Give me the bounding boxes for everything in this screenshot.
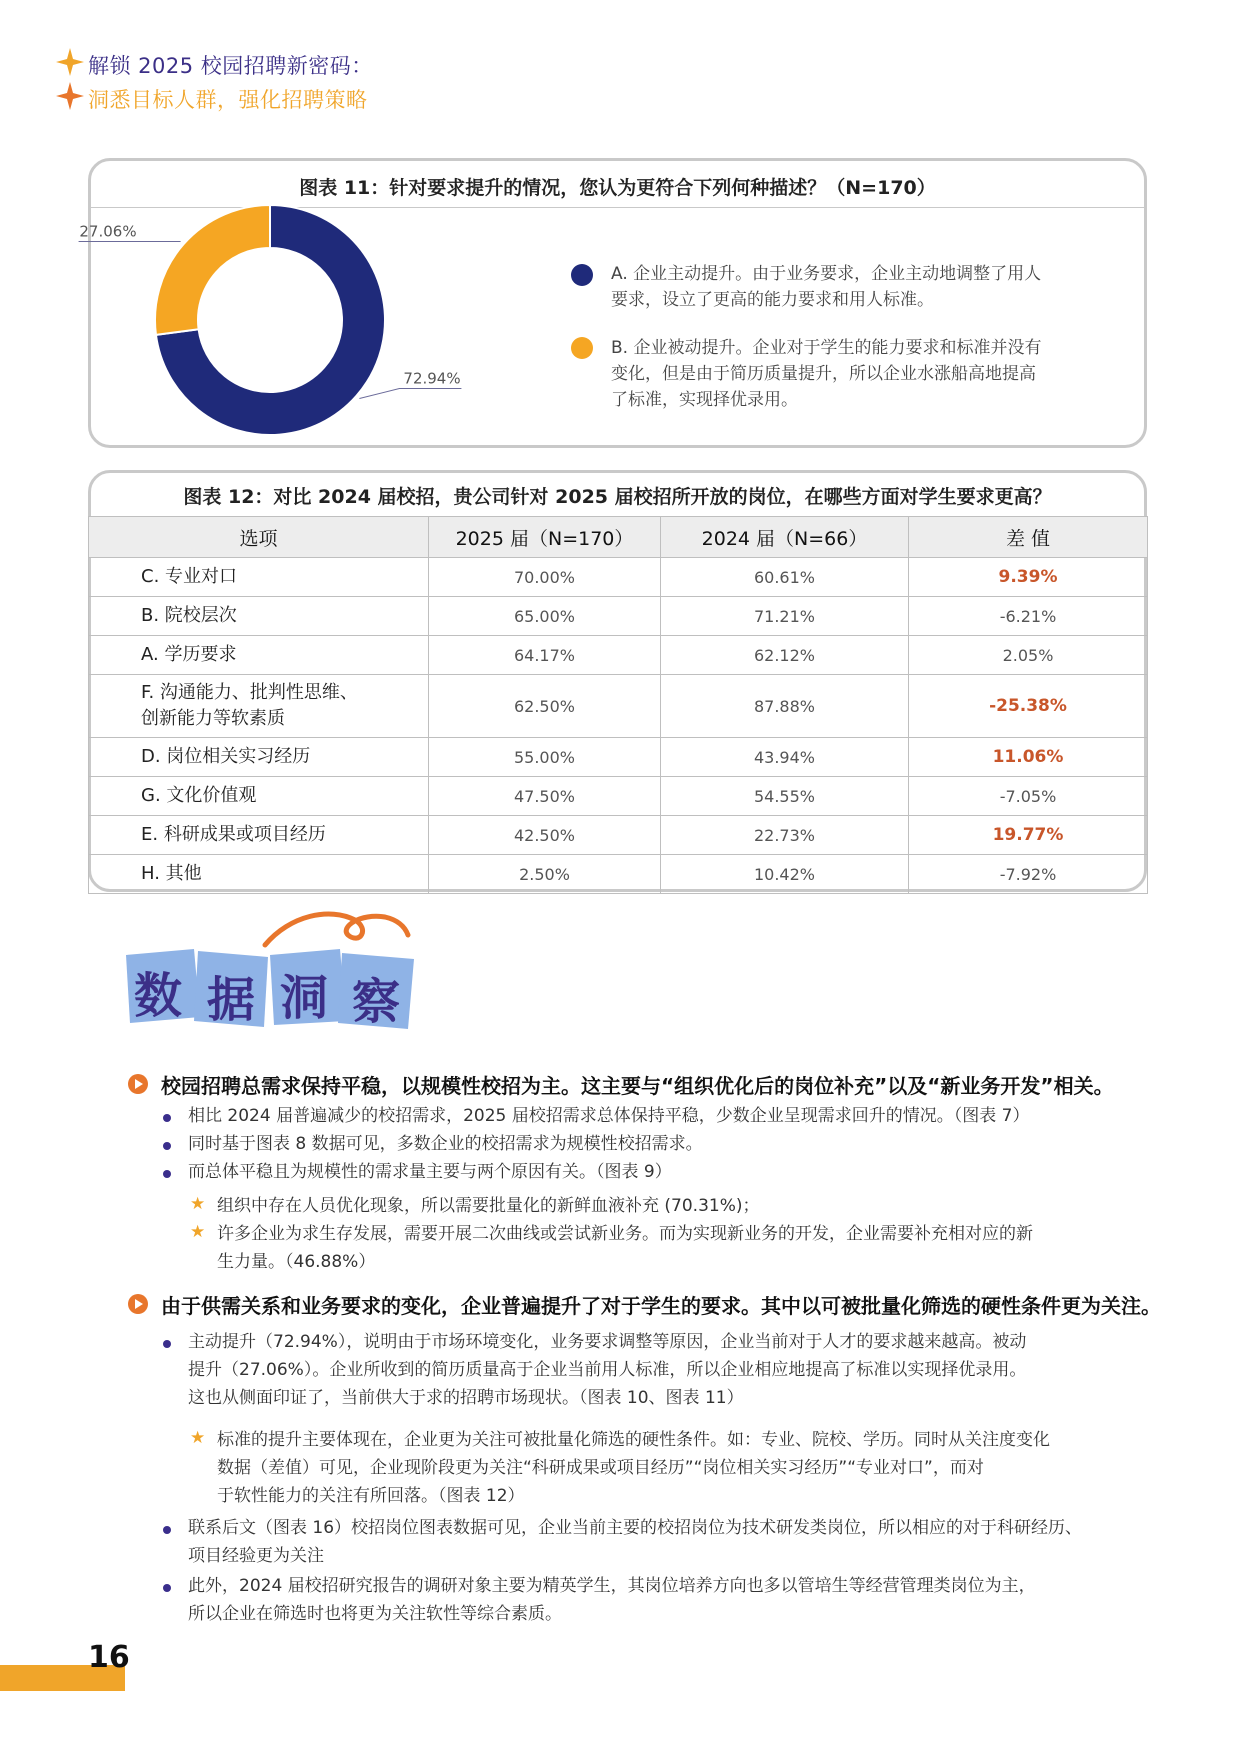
insight-char-2: 据 (207, 972, 256, 1028)
bullet-dot-icon (163, 1340, 171, 1348)
sparkle-purple-icon (56, 48, 84, 76)
table-cell: 64.17% (429, 636, 661, 675)
table-cell: B. 院校层次 (89, 597, 429, 636)
table-cell: 10.42% (661, 855, 909, 894)
section1-bullet3: 而总体平稳且为规模性的需求量主要与两个原因有关。（图表 9） (188, 1162, 672, 1182)
section2-bullet1-line1: 主动提升（72.94%），说明由于市场环境变化，业务要求调整等原因，企业当前对于人才的要求越来越高。被动 (188, 1332, 1027, 1352)
insight-title (120, 935, 420, 1045)
insight-char-4: 察 (352, 974, 401, 1030)
table-cell: 60.61% (661, 558, 909, 597)
table-cell: D. 岗位相关实习经历 (89, 738, 429, 777)
table-cell: 62.12% (661, 636, 909, 675)
table-cell: 62.50% (429, 675, 661, 738)
section1-sub2-line2: 生力量。（46.88%） (217, 1252, 376, 1272)
table-cell-highlight: 11.06% (909, 738, 1148, 777)
legend-b-dot (571, 337, 593, 359)
bullet-dot-icon (163, 1114, 171, 1122)
table-row (89, 855, 1148, 894)
table-header-option: 选项 (89, 517, 429, 558)
donut-label: 27.06% (79, 222, 137, 241)
table-cell: 43.94% (661, 738, 909, 777)
table12-title: 图表 12：对比 2024 届校招，贵公司针对 2025 届校招所开放的岗位，在哪些方面对学生要求更高？ (183, 486, 1052, 508)
star-icon: ★ (190, 1194, 206, 1214)
table-cell: 42.50% (429, 816, 661, 855)
table-cell: 55.00% (429, 738, 661, 777)
bullet-dot-icon (163, 1170, 171, 1178)
table-cell: E. 科研成果或项目经历 (89, 816, 429, 855)
table-cell: A. 学历要求 (89, 636, 429, 675)
chart11-title: 图表 11：针对要求提升的情况，您认为更符合下列何种描述？（N=170） (299, 177, 936, 199)
table-row (89, 777, 1148, 816)
table-cell-highlight: 9.39% (909, 558, 1148, 597)
table-cell: -7.92% (909, 855, 1148, 894)
insight-char-3: 洞 (280, 970, 329, 1026)
section1-bullet1: 相比 2024 届普遍减少的校招需求，2025 届校招需求总体保持平稳，少数企业呈现需求回升的情况。（图表 7） (188, 1106, 1030, 1126)
section2-bullet2-line1: 联系后文（图表 16）校招岗位图表数据可见，企业当前主要的校招岗位为技术研发类岗位，所以相应的对于科研经历、 (188, 1518, 1083, 1538)
donut-leader-line (359, 389, 461, 399)
section1-sub2-line1: 许多企业为求生存发展，需要开展二次曲线或尝试新业务。而为实现新业务的开发，企业需要补充相对应的新 (217, 1224, 1033, 1244)
legend-b-text: B. 企业被动提升。企业对于学生的能力要求和标准并没有变化，但是由于简历质量提升，所以企业水涨船高地提高了标准，实现择优录用。 (611, 338, 1042, 410)
section2-bullet2-line2: 项目经验更为关注 (188, 1546, 324, 1566)
table-cell: 65.00% (429, 597, 661, 636)
table-row (89, 738, 1148, 777)
legend-a-text: A. 企业主动提升。由于业务要求，企业主动地调整了用人要求，设立了更高的能力要求和用人标准。 (611, 264, 1042, 310)
header-title-line2: 洞悉目标人群，强化招聘策略 (88, 88, 368, 112)
section1-sub1: 组织中存在人员优化现象，所以需要批量化的新鲜血液补充 (70.31%)； (217, 1196, 760, 1216)
table-cell: 2.50% (429, 855, 661, 894)
table-cell: 87.88% (661, 675, 909, 738)
table-row (89, 636, 1148, 675)
section2-bullet3-line2: 所以企业在筛选时也将更为关注软性等综合素质。 (188, 1604, 562, 1624)
header-title-line1: 解锁 2025 校园招聘新密码： (88, 54, 373, 78)
table-cell: 54.55% (661, 777, 909, 816)
table-cell: F. 沟通能力、批判性思维、创新能力等软素质 (89, 675, 429, 738)
bullet-dot-icon (163, 1142, 171, 1150)
section2-sub1-line3: 于软性能力的关注有所回落。（图表 12） (217, 1486, 525, 1506)
table-cell: 22.73% (661, 816, 909, 855)
insight-char-1: 数 (134, 968, 183, 1024)
table-cell: H. 其他 (89, 855, 429, 894)
table-header-diff: 差 值 (909, 517, 1148, 558)
table-cell-highlight: -25.38% (909, 675, 1148, 738)
table-header-2025: 2025 届（N=170） (429, 517, 661, 558)
donut-label: 72.94% (403, 369, 461, 388)
table-row (89, 675, 1148, 738)
table-row (89, 816, 1148, 855)
bullet-dot-icon (163, 1526, 171, 1534)
table-cell: -6.21% (909, 597, 1148, 636)
section2-bullet1-line2: 提升（27.06%）。企业所收到的简历质量高于企业当前用人标准，所以企业相应地提高了标准以实现择优录用。 (188, 1360, 1027, 1380)
bullet-dot-icon (163, 1584, 171, 1592)
table-header-row (89, 517, 1148, 558)
table-cell: G. 文化价值观 (89, 777, 429, 816)
star-icon: ★ (190, 1222, 206, 1242)
table-row (89, 558, 1148, 597)
table-cell: 71.21% (661, 597, 909, 636)
legend-a-dot (571, 264, 593, 286)
section2-sub1-line1: 标准的提升主要体现在，企业更为关注可被批量化筛选的硬性条件。如：专业、院校、学历。同时从关注度变化 (217, 1430, 1050, 1450)
page-number: 16 (88, 1640, 130, 1675)
table-cell-highlight: 19.77% (909, 816, 1148, 855)
star-icon: ★ (190, 1428, 206, 1448)
sparkle-orange-icon (56, 82, 84, 110)
table-header-2024: 2024 届（N=66） (661, 517, 909, 558)
table12 (88, 516, 1148, 894)
table-cell: C. 专业对口 (89, 558, 429, 597)
chevron-right-icon (128, 1294, 148, 1314)
table-cell: 47.50% (429, 777, 661, 816)
section2-sub1-line2: 数据（差值）可见，企业现阶段更为关注“科研成果或项目经历”“岗位相关实习经历”“专业对口”，而对 (217, 1458, 984, 1478)
section2-bullet3-line1: 此外，2024 届校招研究报告的调研对象主要为精英学生，其岗位培养方向也多以管培生等经营管理类岗位为主， (188, 1576, 1036, 1596)
table-cell: 2.05% (909, 636, 1148, 675)
section1-bullet2: 同时基于图表 8 数据可见，多数企业的校招需求为规模性校招需求。 (188, 1134, 703, 1154)
chevron-right-icon (128, 1074, 148, 1094)
table-cell: -7.05% (909, 777, 1148, 816)
table-row (89, 597, 1148, 636)
donut-slice (155, 205, 270, 335)
section2-bullet1-line3: 这也从侧面印证了，当前供大于求的招聘市场现状。（图表 10、图表 11） (188, 1388, 744, 1408)
table-cell: 70.00% (429, 558, 661, 597)
chart11-donut (79, 205, 490, 445)
